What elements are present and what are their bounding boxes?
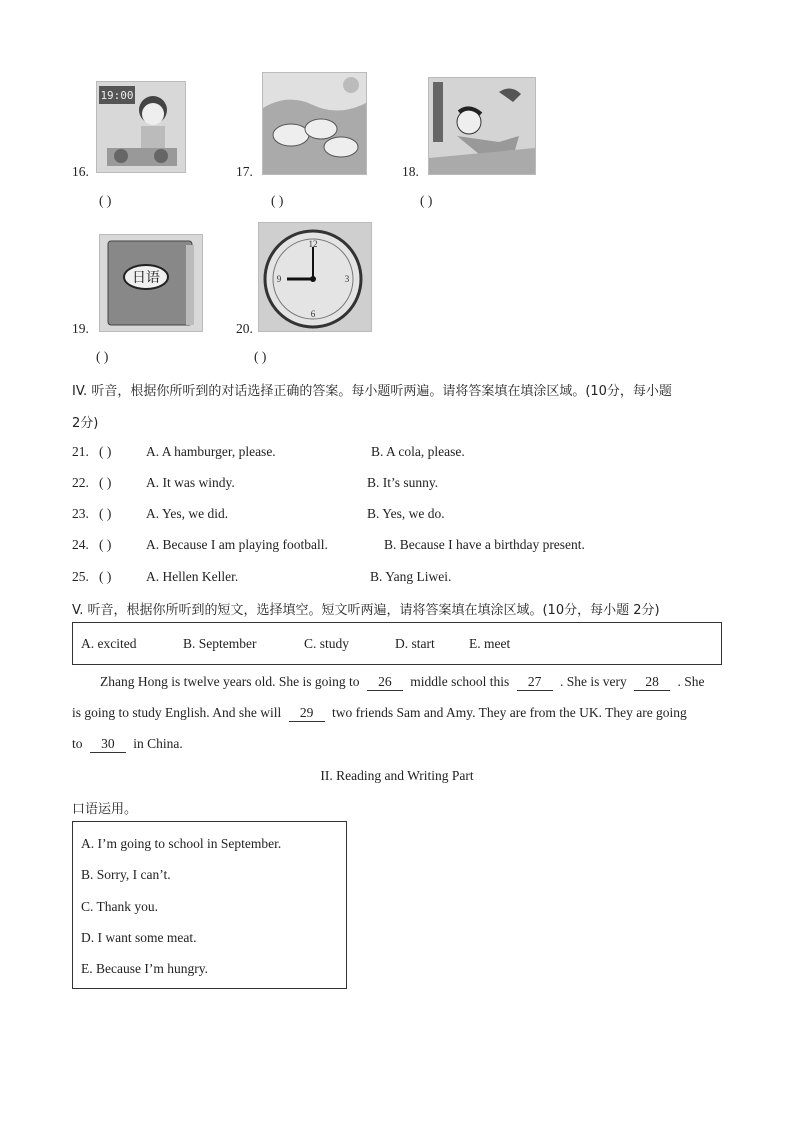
dialogue-option-a: A. I’m going to school in September.	[81, 836, 282, 851]
section-4-title: IV. 听音，根据你所听到的对话选择正确的答案。每小题听两遍。请将答案填在填涂区域。(10分，每小题	[72, 384, 672, 399]
japanese-book-icon	[100, 235, 202, 331]
svg-text:3: 3	[344, 274, 350, 284]
word-option-e: E. meet	[469, 636, 511, 651]
answer-paren[interactable]: ( )	[99, 537, 112, 552]
svg-text:9: 9	[276, 274, 282, 284]
question-number: 23.	[72, 506, 89, 521]
blank-28[interactable]: 28	[634, 674, 670, 691]
section-5-title: V. 听音，根据你所听到的短文，选择填空。短文听两遍，请将答案填在填涂区域。(10分，每小题 2分)	[72, 603, 660, 618]
word-option-d: D. start	[395, 636, 435, 651]
passage-line-2: is going to study English. And she will 29 two friends Sam and Amy. They are from the UK. They are going	[72, 705, 687, 720]
question-19-number: 19.	[72, 321, 89, 336]
answer-paren[interactable]: ( )	[99, 444, 112, 459]
dialogue-option-e: E. Because I’m hungry.	[81, 961, 208, 976]
blank-30[interactable]: 30	[90, 736, 126, 753]
answer-paren[interactable]: ( )	[99, 475, 112, 490]
answer-paren-17[interactable]: ( )	[271, 193, 284, 208]
part-2-heading: II. Reading and Writing Part	[320, 768, 474, 783]
answer-paren[interactable]: ( )	[99, 569, 112, 584]
dialogue-options-box	[72, 821, 347, 989]
dialogue-option-c: C. Thank you.	[81, 899, 158, 914]
option-b[interactable]: B. Yang Liwei.	[370, 569, 452, 584]
blank-27[interactable]: 27	[517, 674, 553, 691]
blank-29[interactable]: 29	[289, 705, 325, 722]
question-number: 25.	[72, 569, 89, 584]
part-2-subheading: 口语运用。	[72, 802, 138, 817]
option-b[interactable]: B. A cola, please.	[371, 444, 465, 459]
blank-26[interactable]: 26	[367, 674, 403, 691]
question-20-number: 20.	[236, 321, 253, 336]
option-a[interactable]: A. Because I am playing football.	[146, 537, 328, 552]
answer-paren[interactable]: ( )	[99, 506, 112, 521]
option-b[interactable]: B. Because I have a birthday present.	[384, 537, 585, 552]
svg-text:6: 6	[310, 309, 316, 319]
picture-20	[258, 222, 372, 332]
option-a[interactable]: A. It was windy.	[146, 475, 235, 490]
option-a[interactable]: A. Hellen Keller.	[146, 569, 239, 584]
answer-paren-18[interactable]: ( )	[420, 193, 433, 208]
word-bank-box	[72, 622, 722, 665]
word-option-c: C. study	[304, 636, 350, 651]
girl-eating-breakfast-icon	[97, 82, 185, 172]
option-b[interactable]: B. It’s sunny.	[367, 475, 439, 490]
clock-nine-icon	[259, 223, 371, 331]
option-b[interactable]: B. Yes, we do.	[367, 506, 445, 521]
question-number: 22.	[72, 475, 89, 490]
passage-line-3: to 30 in China.	[72, 736, 183, 751]
option-a[interactable]: A. Yes, we did.	[146, 506, 229, 521]
svg-text:12: 12	[308, 239, 318, 249]
picture-17	[262, 72, 367, 175]
question-number: 24.	[72, 537, 89, 552]
sheep-on-farm-icon	[263, 73, 366, 174]
word-option-b: B. September	[183, 636, 257, 651]
question-number: 21.	[72, 444, 89, 459]
boy-windy-hat-icon	[429, 78, 535, 174]
question-18-number: 18.	[402, 164, 419, 179]
question-17-number: 17.	[236, 164, 253, 179]
passage-line-1: Zhang Hong is twelve years old. She is going to 26 middle school this 27 . She is very 28 . She	[100, 674, 705, 689]
question-16-number: 16.	[72, 164, 89, 179]
picture-18	[428, 77, 536, 175]
answer-paren-19[interactable]: ( )	[96, 349, 109, 364]
svg-text:19:00: 19:00	[100, 89, 134, 102]
section-4-title-cont: 2分)	[72, 416, 99, 431]
dialogue-option-b: B. Sorry, I can’t.	[81, 867, 171, 882]
option-a[interactable]: A. A hamburger, please.	[146, 444, 276, 459]
word-option-a: A. excited	[81, 636, 137, 651]
picture-19	[99, 234, 203, 332]
answer-paren-20[interactable]: ( )	[254, 349, 267, 364]
answer-paren-16[interactable]: ( )	[99, 193, 112, 208]
svg-text:日语: 日语	[132, 270, 160, 286]
dialogue-option-d: D. I want some meat.	[81, 930, 197, 945]
picture-16	[96, 81, 186, 173]
